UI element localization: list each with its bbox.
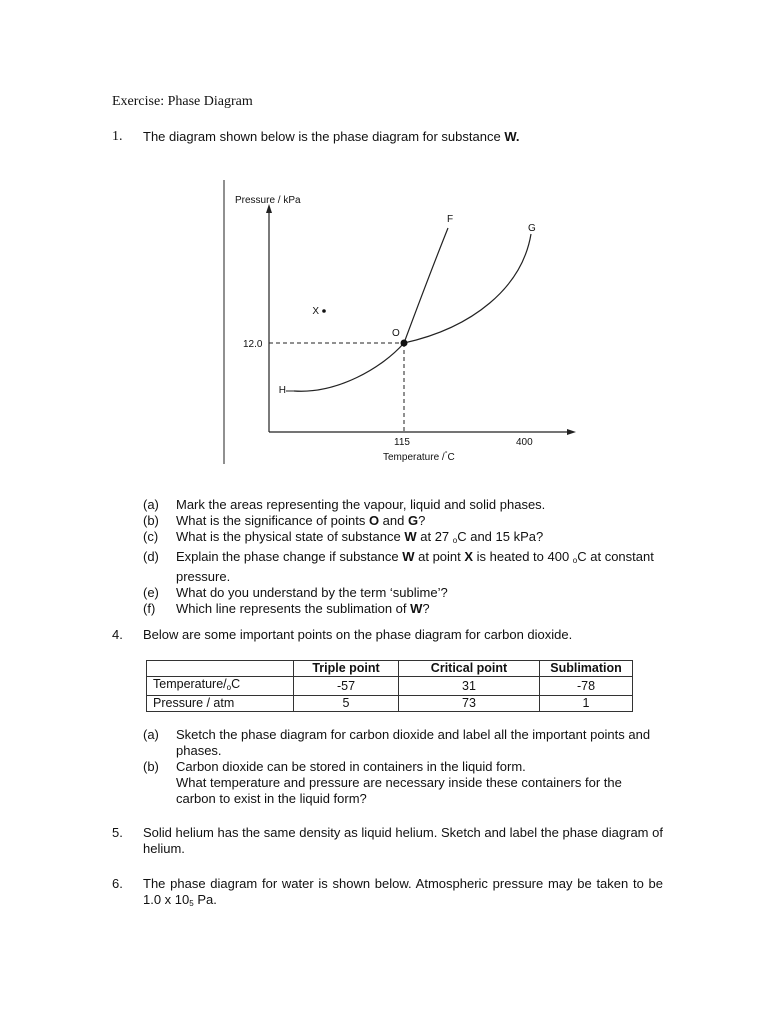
question-4-number: 4. (112, 627, 123, 642)
sub-question-label: (b) (143, 759, 159, 774)
sub-question-text: Carbon dioxide can be stored in containers in the liquid form. What temperature and pressure are necessary inside these containers for the carbon to exist in the liquid form? (176, 759, 622, 806)
sub-question-label: (d) (143, 549, 159, 564)
point-X-marker (322, 309, 326, 313)
sub-question-text: Sketch the phase diagram for carbon dioxide and label all the important points and phases. (176, 727, 651, 758)
table-header-cell: Sublimation (540, 661, 633, 677)
sub-question-text: What is the significance of points O and G? (176, 513, 426, 528)
sub-question (143, 513, 663, 529)
x-axis-label: Temperature /°C (383, 451, 455, 463)
y-tick-label: 12.0 (243, 339, 263, 350)
sub-question-label: (a) (143, 727, 159, 742)
point-O-marker (401, 340, 408, 347)
sub-question-label: (b) (143, 513, 159, 528)
x-axis-arrow-icon (567, 429, 576, 435)
label-F: F (447, 214, 454, 225)
question-1-text (143, 129, 663, 145)
table-header-cell: Triple point (294, 661, 399, 677)
sub-question-text: What is the physical state of substance W at 27 $_o$C and 15 kPa? (176, 529, 544, 545)
question-6-text: The phase diagram for water is shown below. Atmospheric pressure may be taken to be 1.0 x $10_5$ Pa. (143, 876, 663, 908)
table-header-row (147, 661, 633, 677)
sub-question (143, 727, 663, 759)
sub-question-label: (e) (143, 585, 159, 600)
sub-question-text: What do you understand by the term ‘sublime’? (176, 585, 448, 600)
table-cell: -78 (540, 677, 633, 696)
table-header-cell (147, 661, 294, 677)
question-4-text: Below are some important points on the phase diagram for carbon dioxide. (143, 627, 573, 642)
sub-question-text: Explain the phase change if substance W at point X is heated to 400 $_o$C at constant pressure. (176, 549, 654, 584)
table-row-label: Temperature/$_oC$ (147, 677, 294, 696)
question-5-number: 5. (112, 825, 123, 840)
x-tick-label-115: 115 (394, 437, 410, 448)
sub-question (143, 529, 663, 549)
sub-question-text: Mark the areas representing the vapour, liquid and solid phases. (176, 497, 546, 512)
sub-question (143, 549, 663, 585)
sub-question (143, 601, 663, 617)
curve-OG (404, 234, 531, 343)
table-row (147, 696, 633, 712)
table-header-cell: Critical point (399, 661, 540, 677)
table-cell: 73 (399, 696, 540, 712)
sub-question (143, 585, 663, 601)
sub-question (143, 759, 663, 807)
table-row (147, 677, 633, 696)
sub-question-label: (c) (143, 529, 159, 544)
substance-label: W. (504, 129, 520, 144)
question-1-number: 1. (112, 129, 123, 144)
label-O: O (392, 328, 400, 339)
y-axis-label: Pressure / kPa (235, 195, 301, 206)
label-G: G (528, 223, 536, 234)
question-5-text: Solid helium has the same density as liquid helium. Sketch and label the phase diagram of helium. (143, 825, 663, 856)
label-X: X (312, 306, 319, 317)
table-cell: 1 (540, 696, 633, 712)
sub-question-label: (f) (143, 601, 156, 616)
sub-question-label: (a) (143, 497, 159, 512)
x-tick-label-400: 400 (516, 437, 533, 448)
curve-HO (294, 343, 404, 391)
sub-question (143, 497, 663, 513)
label-H: H (278, 385, 286, 396)
table-cell: 31 (399, 677, 540, 696)
table-cell: -57 (294, 677, 399, 696)
curve-OF (404, 228, 448, 343)
worksheet-heading: Exercise: Phase Diagram (112, 94, 253, 109)
table-row-label: Pressure / atm (147, 696, 294, 712)
phase-diagram (222, 178, 582, 468)
table-cell: 5 (294, 696, 399, 712)
sub-question-text: Which line represents the sublimation of W? (176, 601, 430, 616)
question-1-text-body: The diagram shown below is the phase diagram for substance (143, 129, 505, 144)
question-6-number: 6. (112, 876, 123, 891)
question-1-parts (143, 497, 663, 617)
question-4-parts (143, 727, 663, 807)
co2-data-table (146, 660, 633, 712)
